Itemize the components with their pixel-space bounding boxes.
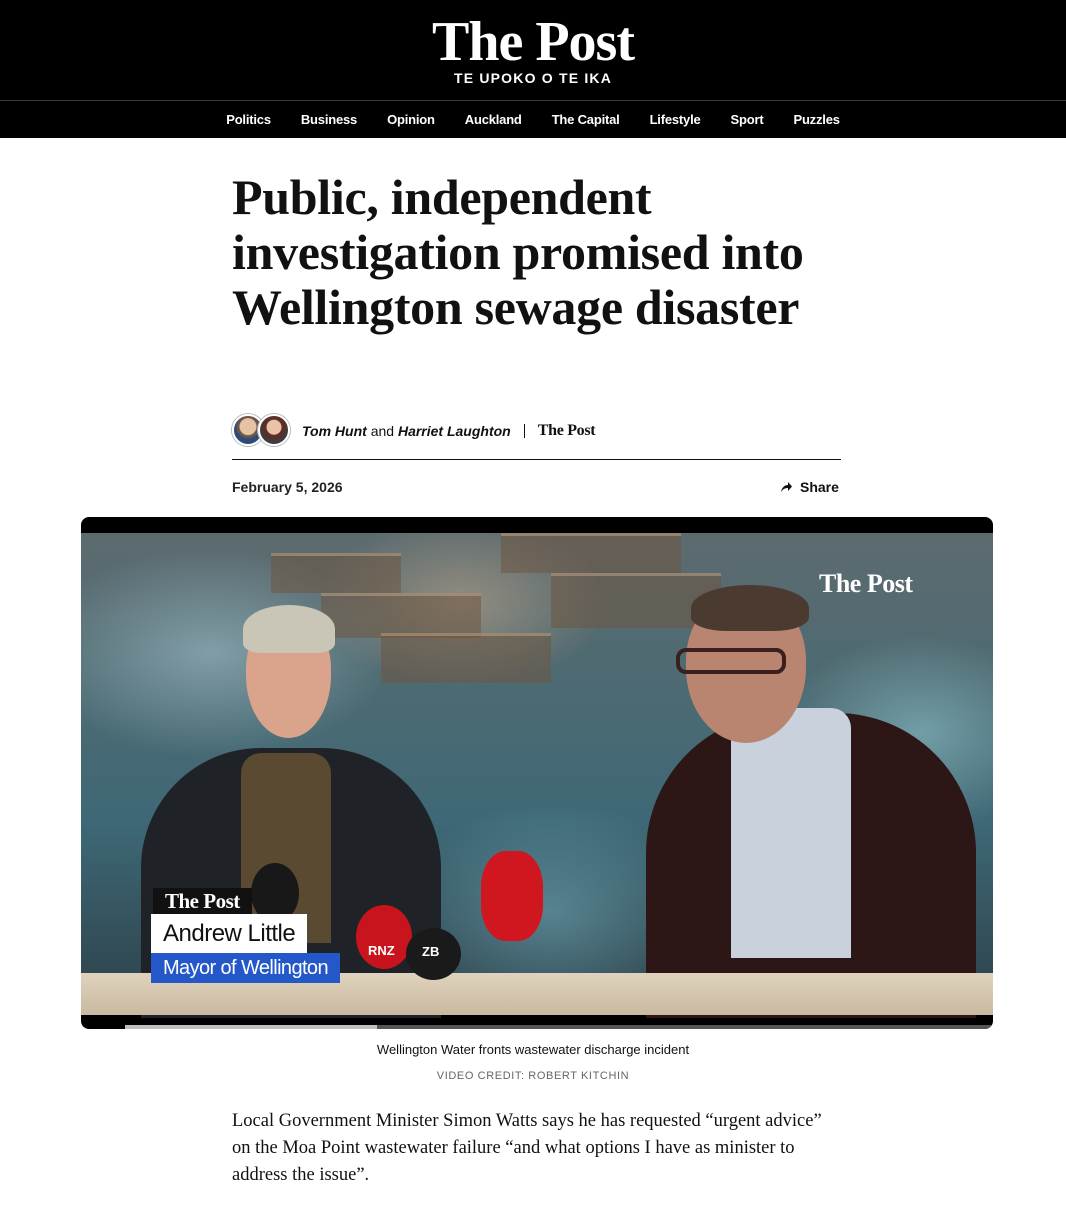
author-link-tom-hunt[interactable]: Tom Hunt xyxy=(302,423,367,439)
video-frame xyxy=(81,533,993,1015)
site-logo[interactable]: The Post xyxy=(432,11,634,73)
person-right-shirt xyxy=(731,708,851,958)
byline-rule xyxy=(232,459,841,460)
share-arrow-icon xyxy=(780,481,792,493)
site-tagline: TE UPOKO O TE IKA xyxy=(453,70,613,86)
main-nav xyxy=(0,101,1066,138)
background-step xyxy=(381,633,551,683)
nav-item-lifestyle[interactable]: Lifestyle xyxy=(649,112,701,127)
avatar[interactable] xyxy=(258,414,290,446)
background-step xyxy=(271,553,401,593)
microphone-zb xyxy=(406,928,461,980)
person-right-hair xyxy=(691,585,809,631)
background-step xyxy=(501,533,681,573)
person-right-glasses xyxy=(676,648,786,674)
article-lede: Local Government Minister Simon Watts says he has requested “urgent advice” on the Moa Point wastewater failure “and what options I have as minister to address the issue”. xyxy=(232,1111,822,1185)
microphone-rnz xyxy=(356,905,412,969)
nav-item-politics[interactable]: Politics xyxy=(226,112,271,127)
publish-date: February 5, 2026 xyxy=(232,479,343,495)
nav-item-auckland[interactable]: Auckland xyxy=(464,112,522,127)
byline-separator xyxy=(524,424,525,438)
video-progress-fill xyxy=(125,1025,377,1029)
byline-conjunction: and xyxy=(370,423,395,439)
byline-authors xyxy=(302,423,511,439)
video-watermark: The Post xyxy=(819,569,913,598)
article-headline: Public, independent investigation promised into Wellington sewage disaster xyxy=(232,169,804,335)
background-step xyxy=(321,593,481,638)
mic-label-rnz: RNZ xyxy=(368,943,395,958)
lower-third-title: Mayor of Wellington xyxy=(151,953,340,983)
nav-item-puzzles[interactable]: Puzzles xyxy=(793,112,840,127)
video-progress-bar[interactable] xyxy=(125,1025,993,1029)
nav-item-business[interactable]: Business xyxy=(300,112,358,127)
person-left-hair xyxy=(243,605,335,653)
share-label: Share xyxy=(800,479,839,495)
nav-item-sport[interactable]: Sport xyxy=(730,112,764,127)
author-link-harriet-laughton[interactable]: Harriet Laughton xyxy=(397,423,511,439)
nav-item-the-capital[interactable]: The Capital xyxy=(551,112,620,127)
share-button[interactable] xyxy=(780,479,839,495)
author-avatars xyxy=(232,414,292,448)
microphone xyxy=(481,851,543,941)
byline xyxy=(232,414,595,448)
byline-publication: The Post xyxy=(537,422,596,439)
video-credit: VIDEO CREDIT: ROBERT KITCHIN xyxy=(436,1070,630,1082)
video-player[interactable] xyxy=(81,517,993,1029)
masthead xyxy=(0,0,1066,100)
nav-item-opinion[interactable]: Opinion xyxy=(387,112,435,127)
mic-label-zb: ZB xyxy=(422,944,440,959)
lower-third-brand: The Post xyxy=(153,888,252,914)
video-caption: Wellington Water fronts wastewater discharge incident xyxy=(376,1042,690,1057)
lower-third-name: Andrew Little xyxy=(151,914,307,953)
